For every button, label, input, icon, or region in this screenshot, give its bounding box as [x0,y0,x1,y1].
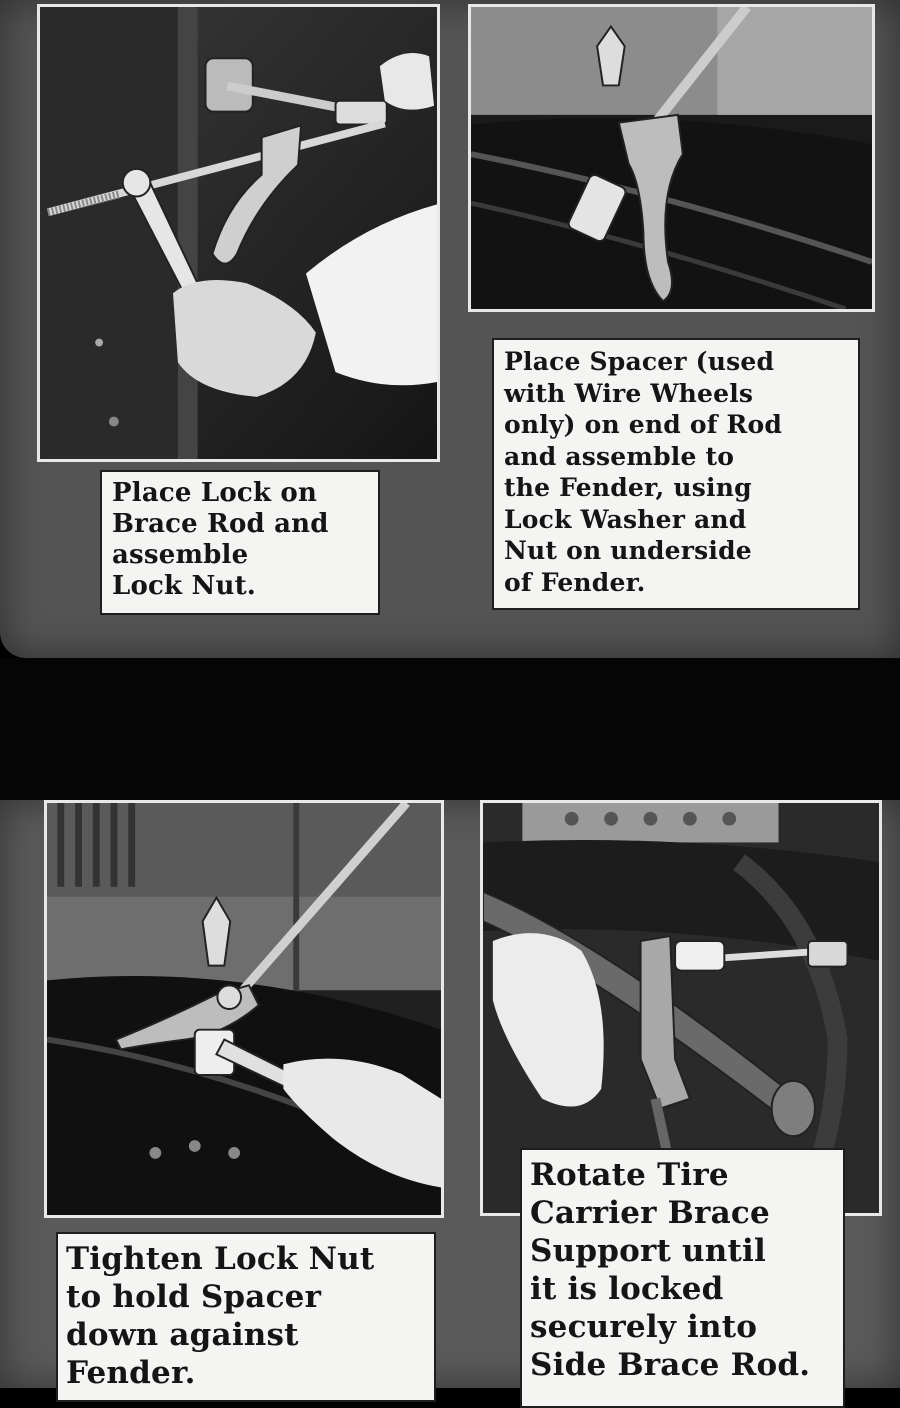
caption-step-3: Tighten Lock Nut to hold Spacer down against Fender. [56,1232,436,1402]
caption-step-4: Rotate Tire Carrier Brace Support until it is locked securely into Side Brace Rod. [520,1148,845,1408]
photo-2-illustration [471,7,872,309]
photo-lock-on-brace-rod [37,4,440,462]
photo-3-illustration [47,803,441,1215]
caption-step-2: Place Spacer (used with Wire Wheels only) on end of Rod and assemble to the Fender, using Lock Washer and Nut on underside of Fender. [492,338,860,610]
photo-1-illustration [40,7,437,459]
film-gap [0,658,900,800]
photo-tighten-lock-nut [44,800,444,1218]
photo-spacer-on-fender [468,4,875,312]
caption-step-1: Place Lock on Brace Rod and assemble Lock Nut. [100,470,380,615]
